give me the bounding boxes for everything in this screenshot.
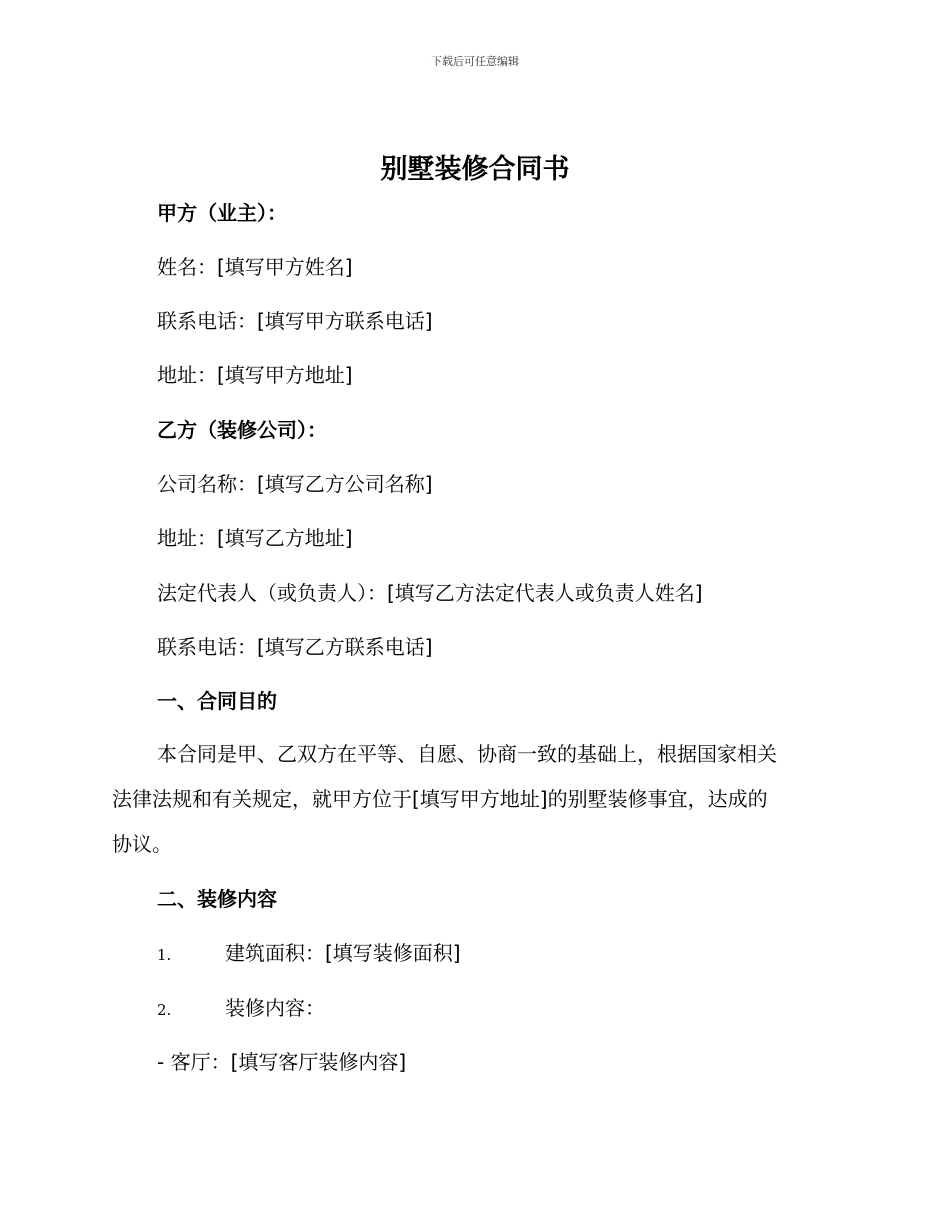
party-a-address: 地址：[填写甲方地址]	[157, 363, 353, 387]
section1-line-2: 法律法规和有关规定，就甲方位于[填写甲方地址]的别墅装修事宜，达成的	[112, 787, 768, 811]
party-b-heading: 乙方（装修公司）：	[157, 418, 327, 442]
document-title: 别墅装修合同书	[380, 154, 570, 185]
party-a-phone: 联系电话：[填写甲方联系电话]	[157, 309, 433, 333]
party-b-company: 公司名称：[填写乙方公司名称]	[157, 472, 433, 496]
section1-line-1: 本合同是甲、乙双方在平等、自愿、协商一致的基础上，根据国家相关	[157, 742, 777, 766]
party-b-representative: 法定代表人（或负责人）：[填写乙方法定代表人或负责人姓名]	[157, 581, 703, 605]
section1-paragraph	[112, 732, 842, 867]
section1-line-3: 协议。	[112, 832, 172, 856]
party-a-heading: 甲方（业主）：	[157, 201, 287, 225]
party-b-phone: 联系电话：[填写乙方联系电话]	[157, 635, 433, 659]
section1-heading: 一、合同目的	[157, 689, 277, 713]
section2-item-1-number: 1.	[157, 946, 172, 964]
section2-item-2-number: 2.	[157, 1001, 172, 1019]
section2-item-2-text: 装修内容：	[225, 996, 325, 1020]
section2-item-2	[157, 993, 325, 1025]
section2-sub-item-living-room: - 客厅：[填写客厅装修内容]	[157, 1050, 407, 1074]
party-b-address: 地址：[填写乙方地址]	[157, 526, 353, 550]
section2-item-1-text: 建筑面积：[填写装修面积]	[225, 941, 461, 965]
section2-heading: 二、装修内容	[157, 887, 277, 911]
party-a-name: 姓名：[填写甲方姓名]	[157, 255, 353, 279]
section2-item-1	[157, 938, 461, 970]
header-note: 下载后可任意编辑	[431, 55, 519, 68]
